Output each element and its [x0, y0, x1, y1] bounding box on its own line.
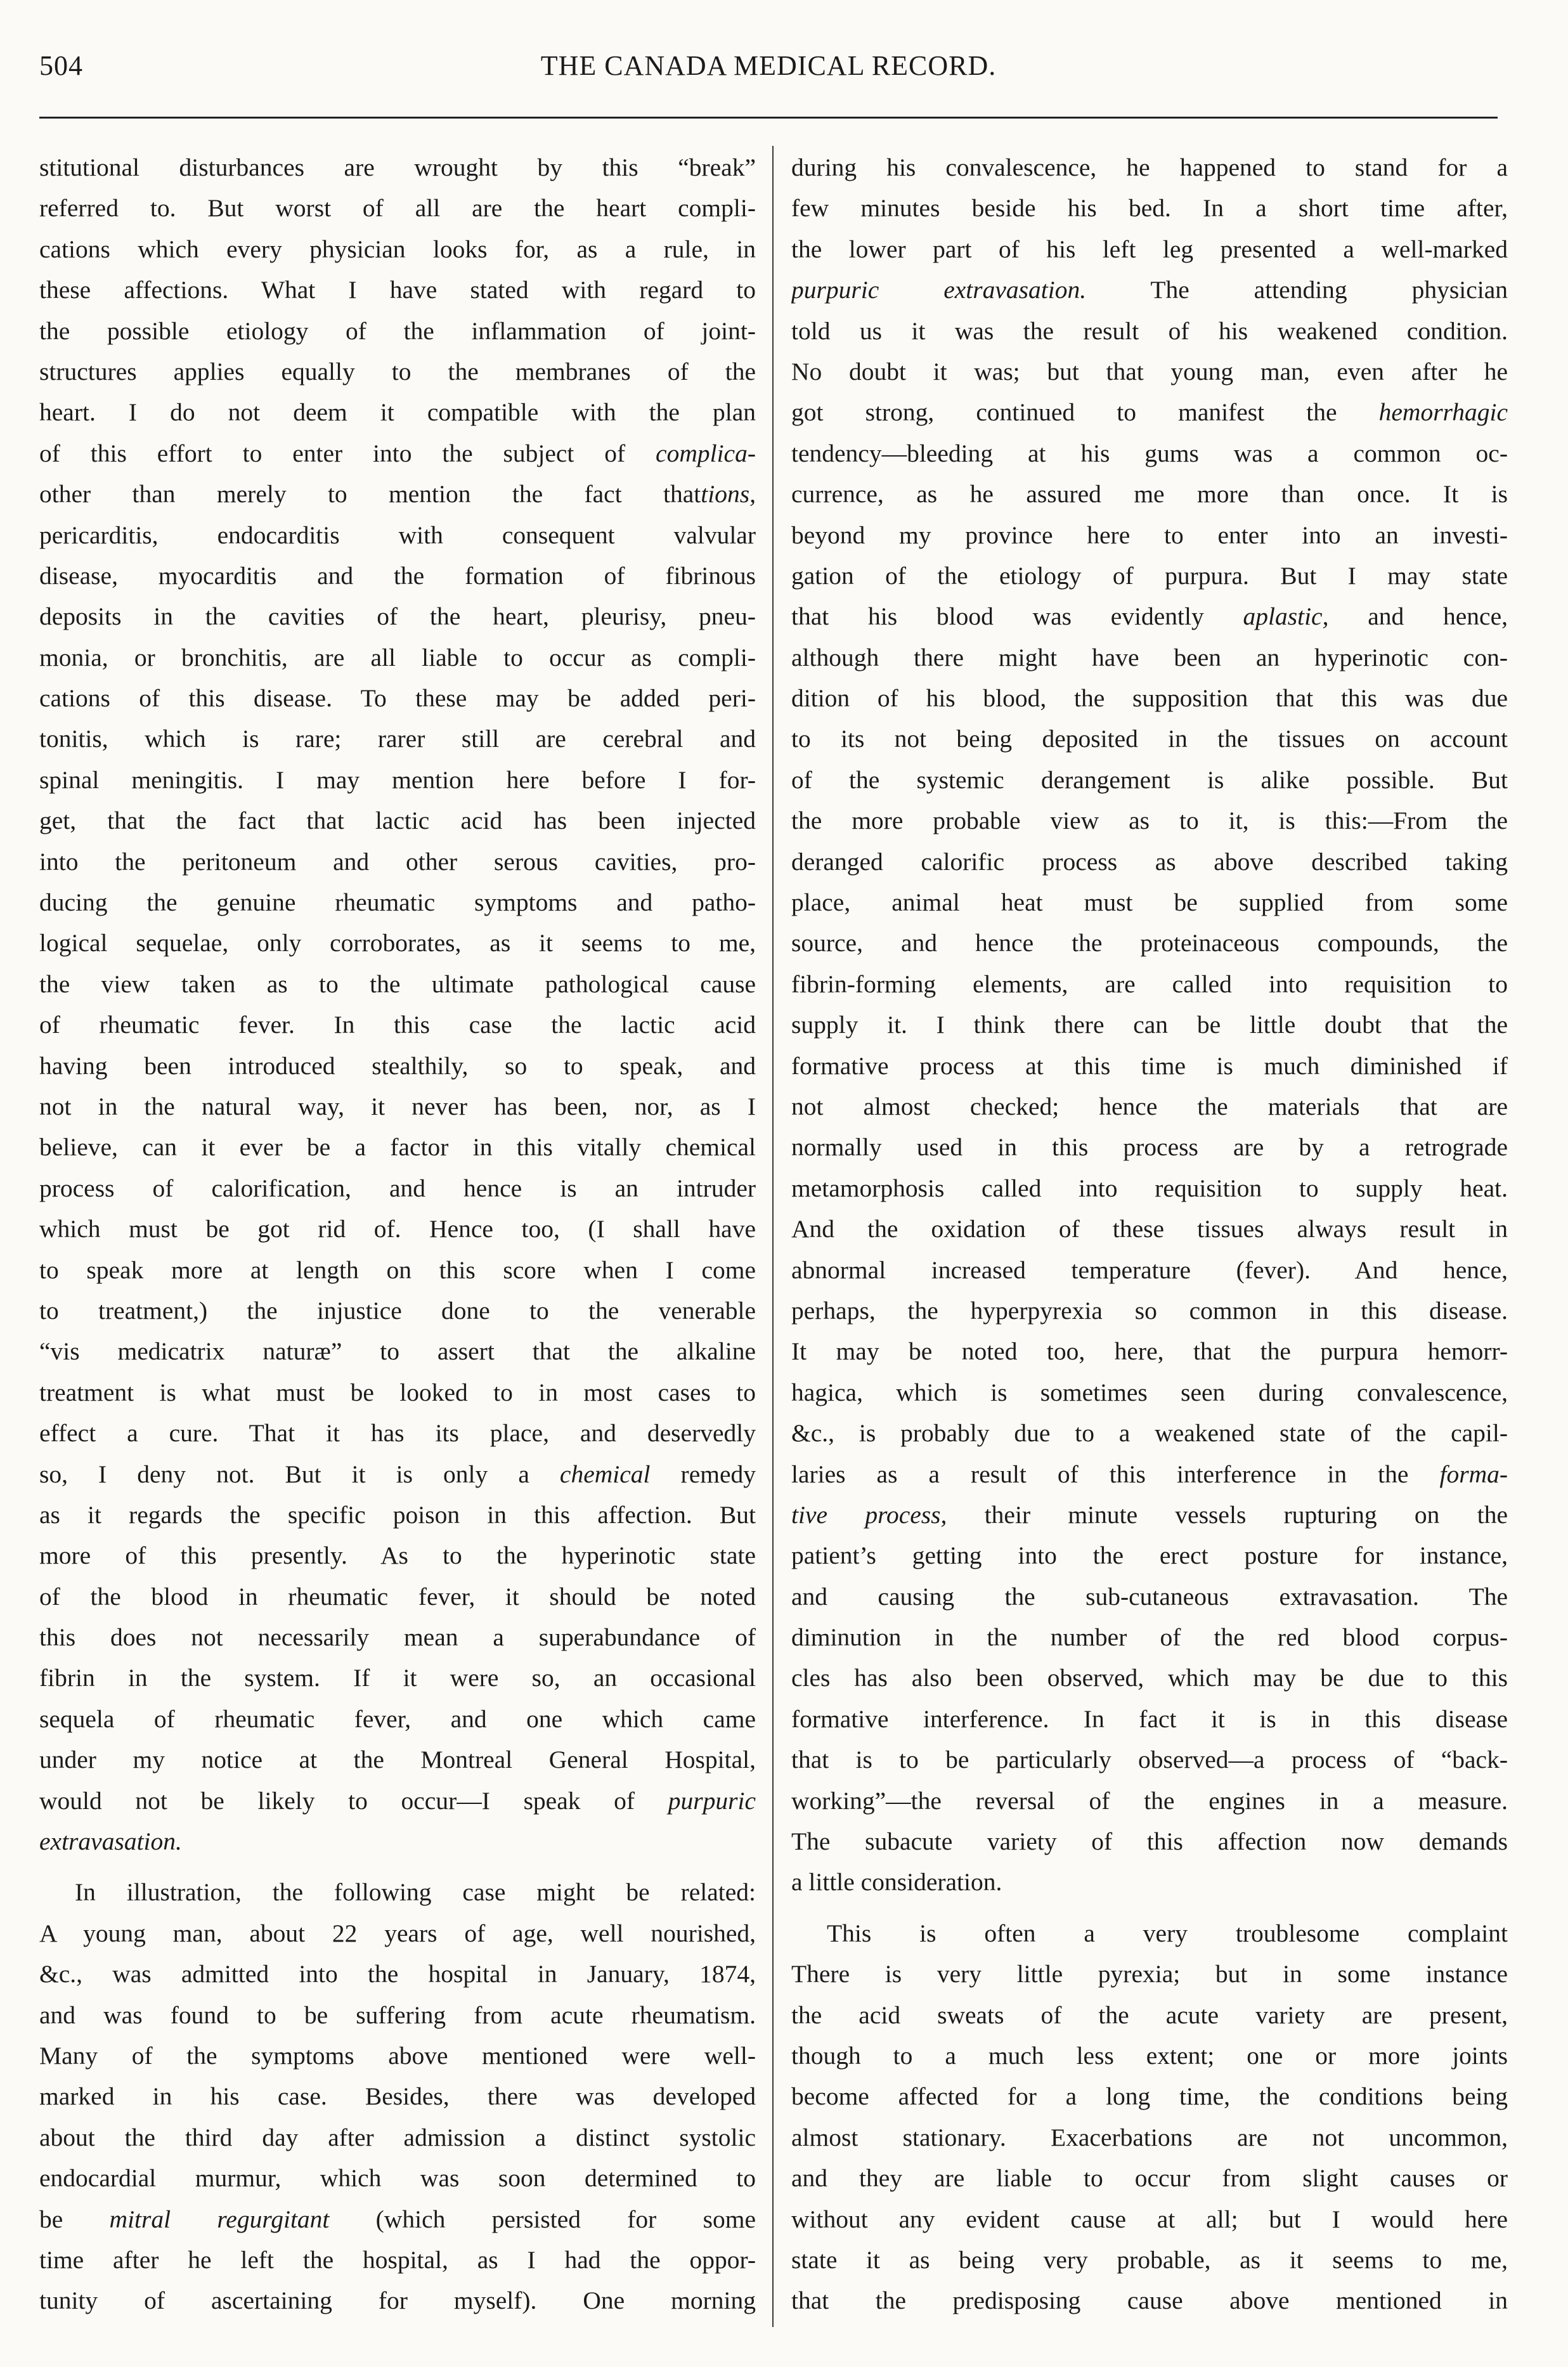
line-text: state it as being very probable, as it seems to me,	[791, 2245, 1508, 2274]
text-line	[791, 882, 1508, 923]
page-number: 504	[39, 50, 83, 81]
line-text: logical sequelae, only corroborates, as it seems to me,	[39, 929, 756, 957]
line-text: during his convalescence, he happened to stand for a	[791, 153, 1508, 181]
line-text: heart. I do not deem it compatible with the plan	[39, 398, 756, 427]
text-line	[39, 637, 756, 678]
line-text: not almost checked; hence the materials that are	[791, 1092, 1508, 1120]
text-line	[39, 1576, 756, 1617]
line-text: working”—the reversal of the engines in a measure.	[791, 1786, 1508, 1815]
text-line	[791, 841, 1508, 882]
line-text: these affections. What I have stated with regard to	[39, 276, 756, 304]
line-text: not in the natural way, it never has been, nor, as I	[39, 1092, 756, 1120]
text-line	[791, 1739, 1508, 1780]
line-text: having been introduced stealthily, so to speak, and	[39, 1051, 756, 1080]
text-line	[791, 1250, 1508, 1290]
text-line	[791, 147, 1508, 188]
text-line	[791, 1699, 1508, 1739]
text-line	[791, 1168, 1508, 1209]
line-text: remedy	[650, 1460, 756, 1488]
italic-text: aplastic,	[1243, 602, 1329, 631]
line-text: metamorphosis called into requisition to supply heat.	[791, 1174, 1508, 1202]
header-rule	[39, 117, 1498, 119]
line-text: marked in his case. Besides, there was developed	[39, 2082, 756, 2111]
text-line	[791, 1209, 1508, 1249]
line-text: It may be noted too, here, that the purpura hemorr-	[791, 1337, 1508, 1366]
line-text: and they are liable to occur from slight causes or	[791, 2164, 1508, 2193]
line-text: cations of this disease. To these may be added peri-	[39, 684, 756, 713]
text-line	[39, 2117, 756, 2158]
text-line	[39, 392, 756, 432]
text-line	[39, 718, 756, 759]
text-line	[39, 1209, 756, 1249]
italic-text: forma-	[1439, 1460, 1508, 1488]
text-line	[791, 311, 1508, 351]
text-line	[791, 1821, 1508, 1862]
text-line	[39, 923, 756, 963]
text-line	[791, 2199, 1508, 2240]
line-text: told us it was the result of his weakened condition.	[791, 316, 1508, 345]
line-text: the possible etiology of the inflammation of joint-	[39, 316, 756, 345]
line-text: into the peritoneum and other serous cavities, pro-	[39, 847, 756, 876]
line-text: more of this presently. As to the hyperinotic state	[39, 1541, 756, 1570]
text-line	[791, 229, 1508, 269]
text-line	[791, 1454, 1508, 1495]
line-text: There is very little pyrexia; but in some instance	[791, 1960, 1508, 1988]
text-line	[39, 841, 756, 882]
text-line	[39, 1780, 756, 1821]
text-line	[791, 555, 1508, 596]
text-line	[791, 269, 1508, 310]
text-line	[791, 1913, 1508, 1954]
text-line	[791, 474, 1508, 514]
text-line	[39, 596, 756, 637]
text-line	[791, 2158, 1508, 2198]
line-text: under my notice at the Montreal General Hospital,	[39, 1746, 756, 1774]
line-text: “vis medicatrix naturæ” to assert that the alkaline	[39, 1337, 756, 1366]
text-line	[39, 2035, 756, 2076]
line-text: laries as a result of this interference in the	[791, 1460, 1440, 1488]
line-text: time after he left the hospital, as I had the oppor-	[39, 2245, 756, 2274]
line-text: fibrin-forming elements, are called into requisition to	[791, 969, 1508, 998]
text-line	[791, 1290, 1508, 1331]
line-text: supply it. I think there can be little doubt that the	[791, 1011, 1508, 1039]
text-line	[39, 1250, 756, 1290]
line-text: treatment is what must be looked to in most cases to	[39, 1378, 756, 1406]
line-text: tendency—bleeding at his gums was a common oc-	[791, 439, 1508, 467]
line-text: without any evident cause at all; but I would here	[791, 2205, 1508, 2233]
line-text: of the systemic derangement is alike possible. But	[791, 765, 1508, 794]
text-line	[39, 760, 756, 800]
text-line	[39, 2076, 756, 2117]
line-text: of rheumatic fever. In this case the lactic acid	[39, 1011, 756, 1039]
text-line	[39, 800, 756, 841]
line-text: got strong, continued to manifest the	[791, 398, 1379, 427]
line-text: place, animal heat must be supplied from some	[791, 888, 1508, 917]
italic-text: hemorrhagic	[1378, 398, 1508, 427]
text-line	[791, 1535, 1508, 1576]
line-text: to speak more at length on this score when I come	[39, 1255, 756, 1284]
text-line	[39, 882, 756, 923]
line-text: pericarditis, endocarditis with consequent valvular	[39, 521, 756, 549]
line-text: abnormal increased temperature (fever). And hence,	[791, 1255, 1508, 1284]
line-text: that is to be particularly observed—a process of “back-	[791, 1746, 1508, 1774]
line-text: although there might have been an hyperinotic con-	[791, 643, 1508, 671]
line-text: fibrin in the system. If it were so, an occasional	[39, 1664, 756, 1692]
line-text: No doubt it was; but that young man, even after he	[791, 357, 1508, 386]
line-text: the acid sweats of the acute variety are present,	[791, 2001, 1508, 2029]
text-line	[39, 1331, 756, 1372]
line-text: as it regards the specific poison in this affection. But	[39, 1500, 756, 1529]
text-line	[39, 1954, 756, 1994]
text-line	[39, 351, 756, 392]
line-text: The subacute variety of this affection now demands	[791, 1827, 1508, 1856]
line-text: cles has also been observed, which may be due to this	[791, 1664, 1508, 1692]
line-text: that his blood was evidently	[791, 602, 1243, 631]
italic-text: mitral regurgitant	[109, 2205, 330, 2233]
text-line	[39, 188, 756, 228]
text-line	[39, 1913, 756, 1954]
text-line	[791, 596, 1508, 637]
line-text: referred to. But worst of all are the heart compli-	[39, 194, 756, 223]
text-line	[791, 2280, 1508, 2321]
line-text: though to a much less extent; one or more joints	[791, 2041, 1508, 2070]
line-text: of the blood in rheumatic fever, it should be noted	[39, 1582, 756, 1611]
line-text: deranged calorific process as above described taking	[791, 847, 1508, 876]
text-line	[39, 515, 756, 555]
line-text: disease, myocarditis and the formation of fibrinous	[39, 561, 756, 590]
line-text: &c., was admitted into the hospital in January, 1874,	[39, 1960, 756, 1988]
text-line	[39, 1535, 756, 1576]
text-line	[791, 1331, 1508, 1372]
text-line	[39, 1413, 756, 1453]
line-text: so, I deny not. But it is only a	[39, 1460, 560, 1488]
text-line	[39, 1372, 756, 1413]
line-text: few minutes beside his bed. In a short time after,	[791, 194, 1508, 223]
text-line	[791, 1046, 1508, 1086]
line-text: to treatment,) the injustice done to the venerable	[39, 1296, 756, 1325]
right-column	[791, 147, 1508, 2321]
line-text: ducing the genuine rheumatic symptoms and patho-	[39, 888, 756, 917]
text-line	[39, 1454, 756, 1495]
text-line	[791, 1657, 1508, 1698]
line-text: this does not necessarily mean a superabundance of	[39, 1623, 756, 1652]
line-text: formative process at this time is much diminished if	[791, 1051, 1508, 1080]
italic-text: tive process,	[791, 1500, 947, 1529]
text-line	[39, 1995, 756, 2035]
text-line	[39, 964, 756, 1004]
line-text: would not be likely to occur—I speak of	[39, 1786, 668, 1815]
italic-text: tions,	[701, 480, 756, 509]
text-line	[791, 1954, 1508, 1994]
text-line	[39, 1086, 756, 1127]
line-text: spinal meningitis. I may mention here before I for-	[39, 765, 756, 794]
line-text: deposits in the cavities of the heart, pleurisy, pneu-	[39, 602, 756, 631]
text-line	[39, 1657, 756, 1698]
line-text: a little consideration.	[791, 1868, 1002, 1897]
text-line	[791, 1127, 1508, 1167]
line-text: their minute vessels rupturing on the	[947, 1500, 1508, 1529]
text-line	[791, 1617, 1508, 1657]
text-line	[791, 2035, 1508, 2076]
line-text: tunity of ascertaining for myself). One morning	[39, 2286, 756, 2315]
line-text: monia, or bronchitis, are all liable to occur as compli-	[39, 643, 756, 671]
line-text: the view taken as to the ultimate pathological cause	[39, 969, 756, 998]
text-line	[791, 351, 1508, 392]
line-text: about the third day after admission a distinct systolic	[39, 2123, 756, 2151]
text-line	[39, 269, 756, 310]
left-column	[39, 147, 756, 2321]
text-line	[39, 1872, 756, 1912]
text-line	[39, 311, 756, 351]
italic-text: purpuric extravasation.	[791, 276, 1087, 304]
line-text: other than merely to mention the fact that	[39, 480, 701, 509]
text-line	[791, 1495, 1508, 1535]
text-line	[791, 1862, 1508, 1902]
text-line	[39, 1617, 756, 1657]
line-text: process of calorification, and hence is an intruder	[39, 1174, 756, 1202]
text-line	[791, 800, 1508, 841]
line-text: This is often a very troublesome complaint	[827, 1919, 1508, 1947]
line-text: effect a cure. That it has its place, and deservedly	[39, 1419, 756, 1448]
text-line	[39, 2158, 756, 2198]
text-line	[791, 718, 1508, 759]
line-text: get, that the fact that lactic acid has been injected	[39, 807, 756, 835]
line-text: &c., is probably due to a weakened state of the capil-	[791, 1419, 1508, 1448]
text-line	[791, 515, 1508, 555]
text-line	[39, 2199, 756, 2240]
column-divider	[772, 146, 774, 2327]
text-line	[791, 1780, 1508, 1821]
text-line	[39, 1290, 756, 1331]
text-line	[39, 1821, 756, 1862]
text-line	[39, 2280, 756, 2321]
line-text: In illustration, the following case might be related:	[75, 1878, 756, 1907]
text-line	[791, 1372, 1508, 1413]
line-text: dition of his blood, the supposition that this was due	[791, 684, 1508, 713]
text-line	[791, 760, 1508, 800]
text-line	[39, 1004, 756, 1045]
line-text: (which persisted for some	[329, 2205, 756, 2233]
line-text: Many of the symptoms above mentioned were well-	[39, 2041, 756, 2070]
italic-text: chemical	[559, 1460, 651, 1488]
text-line	[39, 1739, 756, 1780]
line-text: The attending physician	[1086, 276, 1508, 304]
text-line	[791, 2240, 1508, 2280]
line-text: believe, can it ever be a factor in this vitally chemical	[39, 1133, 756, 1162]
text-line	[39, 2240, 756, 2280]
text-line	[791, 433, 1508, 474]
text-line	[39, 1699, 756, 1739]
text-line	[39, 474, 756, 514]
text-line	[791, 678, 1508, 718]
italic-text: extravasation.	[39, 1827, 182, 1856]
line-text: stitutional disturbances are wrought by this “break”	[39, 153, 756, 181]
line-text: endocardial murmur, which was soon determined to	[39, 2164, 756, 2193]
line-text: which must be got rid of. Hence too, (I shall have	[39, 1215, 756, 1243]
text-line	[39, 1495, 756, 1535]
text-line	[39, 147, 756, 188]
line-text: that the predisposing cause above mentioned in	[791, 2286, 1508, 2315]
text-line	[791, 392, 1508, 432]
line-text: and causing the sub-cutaneous extravasation. The	[791, 1582, 1508, 1611]
text-line	[791, 637, 1508, 678]
text-line	[791, 2117, 1508, 2158]
text-line	[39, 555, 756, 596]
line-text: normally used in this process are by a retrograde	[791, 1133, 1508, 1162]
line-text: cations which every physician looks for, as a rule, in	[39, 235, 756, 263]
line-text: become affected for a long time, the conditions being	[791, 2082, 1508, 2111]
line-text: sequela of rheumatic fever, and one which came	[39, 1704, 756, 1733]
text-line	[39, 433, 756, 474]
line-text: almost stationary. Exacerbations are not uncommon,	[791, 2123, 1508, 2151]
text-line	[39, 678, 756, 718]
line-text: patient’s getting into the erect posture for instance,	[791, 1541, 1508, 1570]
text-line	[791, 1004, 1508, 1045]
text-line	[39, 1127, 756, 1167]
line-text: be	[39, 2205, 110, 2233]
text-line	[39, 229, 756, 269]
text-line	[791, 1086, 1508, 1127]
running-head: THE CANADA MEDICAL RECORD.	[540, 50, 997, 81]
text-line	[791, 1576, 1508, 1617]
text-line	[39, 1168, 756, 1209]
text-line	[791, 1413, 1508, 1453]
line-text: formative interference. In fact it is in this disease	[791, 1704, 1508, 1733]
line-text: and hence,	[1328, 602, 1508, 631]
line-text: A young man, about 22 years of age, well nourished,	[39, 1919, 756, 1947]
line-text: the more probable view as to it, is this:—From the	[791, 807, 1508, 835]
line-text: the lower part of his left leg presented a well-marked	[791, 235, 1508, 263]
line-text: perhaps, the hyperpyrexia so common in this disease.	[791, 1296, 1508, 1325]
line-text: and was found to be suffering from acute rheumatism.	[39, 2001, 756, 2029]
text-line	[791, 964, 1508, 1004]
line-text: of this effort to enter into the subject of	[39, 439, 656, 467]
text-line	[791, 2076, 1508, 2117]
text-line	[791, 1995, 1508, 2035]
line-text: gation of the etiology of purpura. But I may state	[791, 561, 1508, 590]
line-text: diminution in the number of the red blood corpus-	[791, 1623, 1508, 1652]
line-text: beyond my province here to enter into an investi-	[791, 521, 1508, 549]
italic-text: purpuric	[668, 1786, 756, 1815]
line-text: currence, as he assured me more than once. It is	[791, 480, 1508, 509]
page-header	[39, 49, 1498, 100]
italic-text: complica-	[656, 439, 756, 467]
line-text: hagica, which is sometimes seen during convalescence,	[791, 1378, 1508, 1406]
line-text: And the oxidation of these tissues always result in	[791, 1215, 1508, 1243]
text-line	[39, 1046, 756, 1086]
line-text: to its not being deposited in the tissues on account	[791, 725, 1508, 753]
text-line	[791, 923, 1508, 963]
line-text: source, and hence the proteinaceous compounds, the	[791, 929, 1508, 957]
line-text: tonitis, which is rare; rarer still are cerebral and	[39, 725, 756, 753]
line-text: structures applies equally to the membranes of the	[39, 357, 756, 386]
text-line	[791, 188, 1508, 228]
